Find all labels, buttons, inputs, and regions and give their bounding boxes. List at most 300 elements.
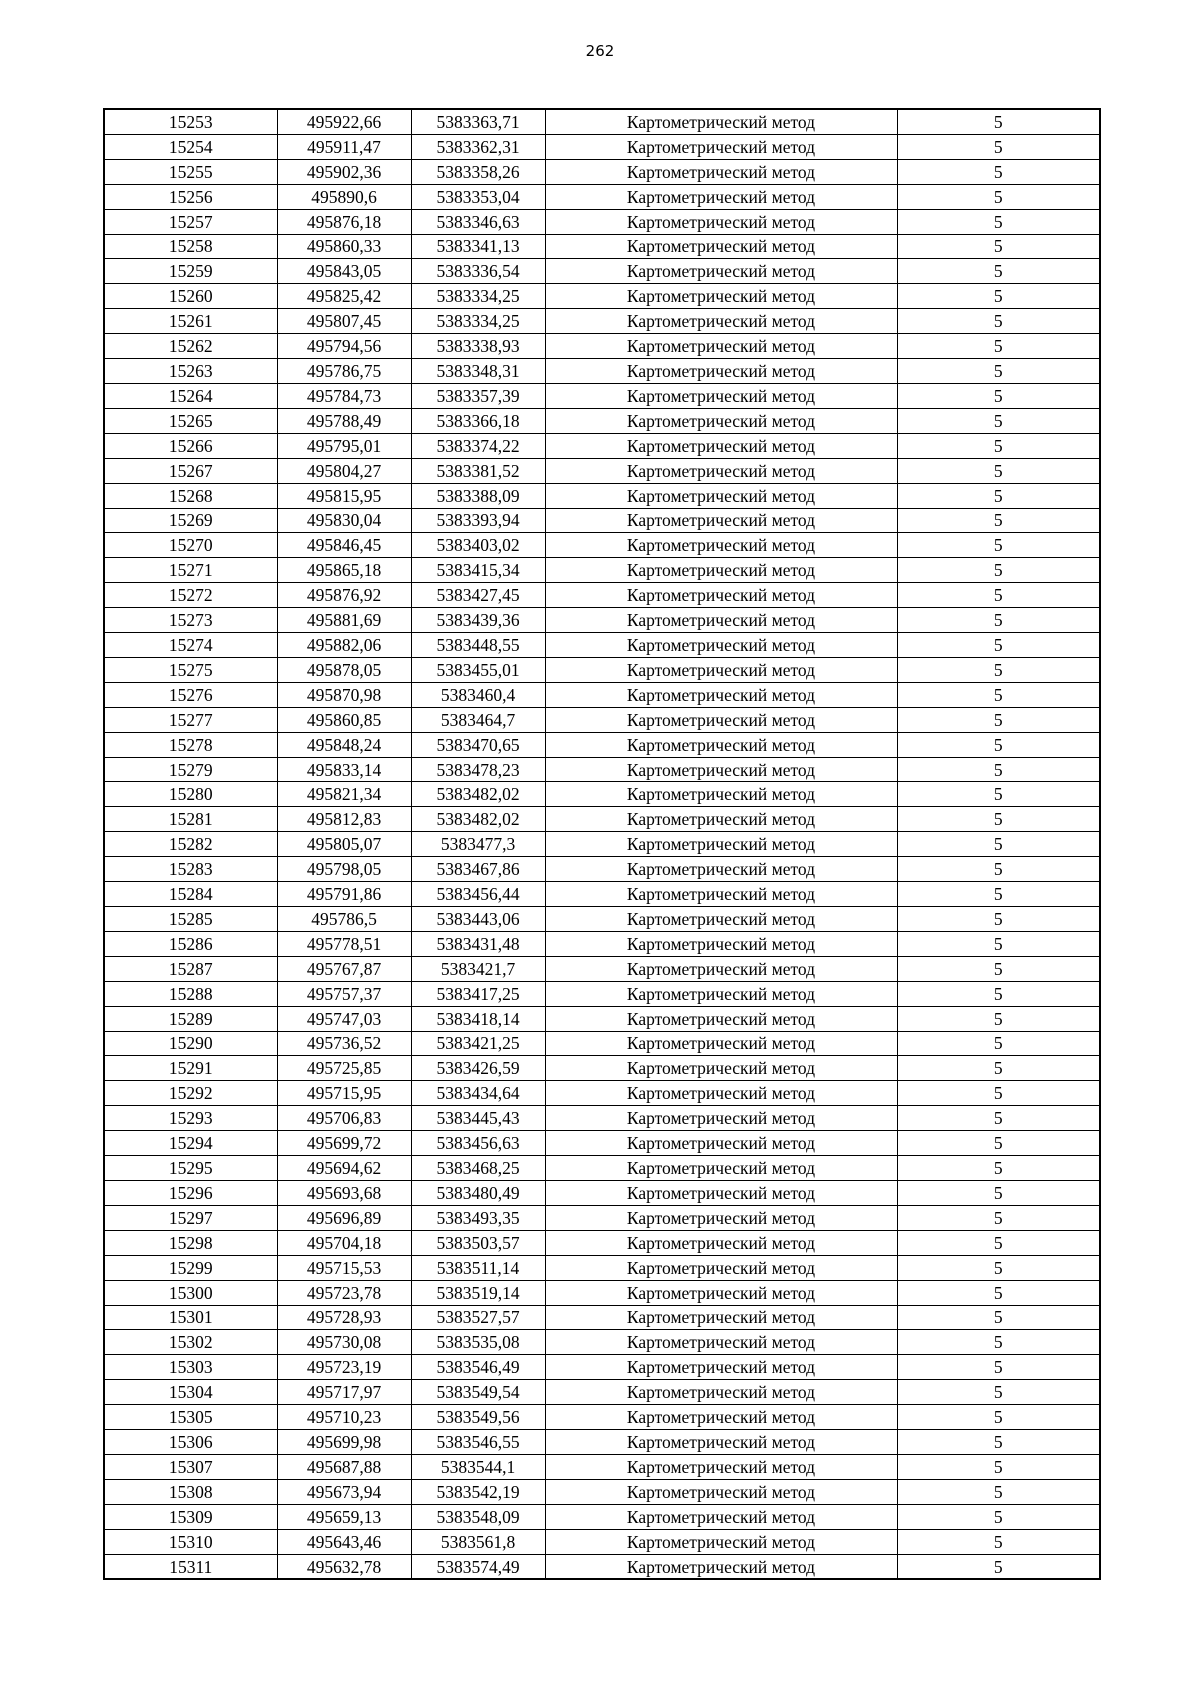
table-row	[104, 259, 1100, 284]
table-row	[104, 383, 1100, 408]
method-cell: Картометрический метод	[545, 458, 897, 483]
method-cell: Картометрический метод	[545, 533, 897, 558]
table-row	[104, 1106, 1100, 1131]
y-coordinate-cell: 5383527,57	[411, 1305, 545, 1330]
method-cell: Картометрический метод	[545, 159, 897, 184]
table-row	[104, 1430, 1100, 1455]
x-coordinate-cell: 495757,37	[277, 981, 411, 1006]
point-number-cell: 15265	[104, 408, 277, 433]
point-number-cell: 15274	[104, 633, 277, 658]
y-coordinate-cell: 5383417,25	[411, 981, 545, 1006]
x-coordinate-cell: 495902,36	[277, 159, 411, 184]
accuracy-cell: 5	[897, 433, 1100, 458]
method-cell: Картометрический метод	[545, 732, 897, 757]
method-cell: Картометрический метод	[545, 483, 897, 508]
point-number-cell: 15302	[104, 1330, 277, 1355]
accuracy-cell: 5	[897, 134, 1100, 159]
y-coordinate-cell: 5383511,14	[411, 1255, 545, 1280]
method-cell: Картометрический метод	[545, 682, 897, 707]
point-number-cell: 15254	[104, 134, 277, 159]
method-cell: Картометрический метод	[545, 1405, 897, 1430]
x-coordinate-cell: 495922,66	[277, 109, 411, 134]
accuracy-cell: 5	[897, 1529, 1100, 1554]
x-coordinate-cell: 495911,47	[277, 134, 411, 159]
point-number-cell: 15258	[104, 234, 277, 259]
y-coordinate-cell: 5383362,31	[411, 134, 545, 159]
x-coordinate-cell: 495788,49	[277, 408, 411, 433]
table-row	[104, 408, 1100, 433]
table-row	[104, 657, 1100, 682]
table-row	[104, 907, 1100, 932]
table-row	[104, 782, 1100, 807]
point-number-cell: 15289	[104, 1006, 277, 1031]
method-cell: Картометрический метод	[545, 234, 897, 259]
method-cell: Картометрический метод	[545, 508, 897, 533]
point-number-cell: 15306	[104, 1430, 277, 1455]
method-cell: Картометрический метод	[545, 657, 897, 682]
point-number-cell: 15300	[104, 1280, 277, 1305]
method-cell: Картометрический метод	[545, 359, 897, 384]
method-cell: Картометрический метод	[545, 309, 897, 334]
y-coordinate-cell: 5383493,35	[411, 1205, 545, 1230]
table-row	[104, 1056, 1100, 1081]
point-number-cell: 15311	[104, 1554, 277, 1579]
y-coordinate-cell: 5383421,25	[411, 1031, 545, 1056]
point-number-cell: 15269	[104, 508, 277, 533]
method-cell: Картометрический метод	[545, 1529, 897, 1554]
point-number-cell: 15303	[104, 1355, 277, 1380]
accuracy-cell: 5	[897, 882, 1100, 907]
y-coordinate-cell: 5383439,36	[411, 608, 545, 633]
y-coordinate-cell: 5383421,7	[411, 956, 545, 981]
x-coordinate-cell: 495699,98	[277, 1430, 411, 1455]
x-coordinate-cell: 495795,01	[277, 433, 411, 458]
method-cell: Картометрический метод	[545, 782, 897, 807]
x-coordinate-cell: 495846,45	[277, 533, 411, 558]
y-coordinate-cell: 5383366,18	[411, 408, 545, 433]
accuracy-cell: 5	[897, 931, 1100, 956]
accuracy-cell: 5	[897, 907, 1100, 932]
method-cell: Картометрический метод	[545, 1056, 897, 1081]
method-cell: Картометрический метод	[545, 832, 897, 857]
table-row	[104, 1330, 1100, 1355]
point-number-cell: 15262	[104, 334, 277, 359]
table-row	[104, 682, 1100, 707]
point-number-cell: 15292	[104, 1081, 277, 1106]
table-row	[104, 159, 1100, 184]
y-coordinate-cell: 5383381,52	[411, 458, 545, 483]
x-coordinate-cell: 495815,95	[277, 483, 411, 508]
method-cell: Картометрический метод	[545, 956, 897, 981]
accuracy-cell: 5	[897, 408, 1100, 433]
table-row	[104, 1180, 1100, 1205]
table-row	[104, 633, 1100, 658]
method-cell: Картометрический метод	[545, 284, 897, 309]
method-cell: Картометрический метод	[545, 134, 897, 159]
point-number-cell: 15279	[104, 757, 277, 782]
y-coordinate-cell: 5383431,48	[411, 931, 545, 956]
table-row	[104, 1081, 1100, 1106]
point-number-cell: 15272	[104, 583, 277, 608]
point-number-cell: 15256	[104, 184, 277, 209]
point-number-cell: 15277	[104, 707, 277, 732]
method-cell: Картометрический метод	[545, 1330, 897, 1355]
x-coordinate-cell: 495825,42	[277, 284, 411, 309]
method-cell: Картометрический метод	[545, 334, 897, 359]
accuracy-cell: 5	[897, 1330, 1100, 1355]
accuracy-cell: 5	[897, 1106, 1100, 1131]
accuracy-cell: 5	[897, 1504, 1100, 1529]
method-cell: Картометрический метод	[545, 1106, 897, 1131]
table-row	[104, 1156, 1100, 1181]
y-coordinate-cell: 5383460,4	[411, 682, 545, 707]
x-coordinate-cell: 495882,06	[277, 633, 411, 658]
table-row	[104, 1454, 1100, 1479]
accuracy-cell: 5	[897, 109, 1100, 134]
accuracy-cell: 5	[897, 981, 1100, 1006]
table-row	[104, 1405, 1100, 1430]
y-coordinate-cell: 5383478,23	[411, 757, 545, 782]
method-cell: Картометрический метод	[545, 608, 897, 633]
y-coordinate-cell: 5383334,25	[411, 309, 545, 334]
x-coordinate-cell: 495798,05	[277, 857, 411, 882]
point-number-cell: 15280	[104, 782, 277, 807]
table-row	[104, 1280, 1100, 1305]
point-number-cell: 15263	[104, 359, 277, 384]
point-number-cell: 15307	[104, 1454, 277, 1479]
method-cell: Картометрический метод	[545, 1031, 897, 1056]
table-row	[104, 1255, 1100, 1280]
accuracy-cell: 5	[897, 558, 1100, 583]
x-coordinate-cell: 495821,34	[277, 782, 411, 807]
method-cell: Картометрический метод	[545, 583, 897, 608]
table-row	[104, 1529, 1100, 1554]
y-coordinate-cell: 5383535,08	[411, 1330, 545, 1355]
accuracy-cell: 5	[897, 184, 1100, 209]
x-coordinate-cell: 495881,69	[277, 608, 411, 633]
x-coordinate-cell: 495643,46	[277, 1529, 411, 1554]
accuracy-cell: 5	[897, 657, 1100, 682]
accuracy-cell: 5	[897, 857, 1100, 882]
point-number-cell: 15305	[104, 1405, 277, 1430]
table-row	[104, 1355, 1100, 1380]
method-cell: Картометрический метод	[545, 109, 897, 134]
table-row	[104, 583, 1100, 608]
point-number-cell: 15273	[104, 608, 277, 633]
point-number-cell: 15271	[104, 558, 277, 583]
table-row	[104, 857, 1100, 882]
x-coordinate-cell: 495632,78	[277, 1554, 411, 1579]
x-coordinate-cell: 495843,05	[277, 259, 411, 284]
point-number-cell: 15255	[104, 159, 277, 184]
x-coordinate-cell: 495890,6	[277, 184, 411, 209]
table-row	[104, 956, 1100, 981]
table-row	[104, 1554, 1100, 1579]
y-coordinate-cell: 5383388,09	[411, 483, 545, 508]
x-coordinate-cell: 495860,33	[277, 234, 411, 259]
accuracy-cell: 5	[897, 1255, 1100, 1280]
x-coordinate-cell: 495876,18	[277, 209, 411, 234]
x-coordinate-cell: 495728,93	[277, 1305, 411, 1330]
y-coordinate-cell: 5383448,55	[411, 633, 545, 658]
method-cell: Картометрический метод	[545, 1479, 897, 1504]
y-coordinate-cell: 5383443,06	[411, 907, 545, 932]
method-cell: Картометрический метод	[545, 707, 897, 732]
y-coordinate-cell: 5383353,04	[411, 184, 545, 209]
table-row	[104, 1380, 1100, 1405]
y-coordinate-cell: 5383426,59	[411, 1056, 545, 1081]
point-number-cell: 15287	[104, 956, 277, 981]
x-coordinate-cell: 495865,18	[277, 558, 411, 583]
table-row	[104, 209, 1100, 234]
accuracy-cell: 5	[897, 1156, 1100, 1181]
accuracy-cell: 5	[897, 732, 1100, 757]
x-coordinate-cell: 495848,24	[277, 732, 411, 757]
y-coordinate-cell: 5383456,63	[411, 1131, 545, 1156]
accuracy-cell: 5	[897, 234, 1100, 259]
point-number-cell: 15278	[104, 732, 277, 757]
table-row	[104, 981, 1100, 1006]
y-coordinate-cell: 5383338,93	[411, 334, 545, 359]
x-coordinate-cell: 495807,45	[277, 309, 411, 334]
x-coordinate-cell: 495870,98	[277, 682, 411, 707]
method-cell: Картометрический метод	[545, 882, 897, 907]
y-coordinate-cell: 5383574,49	[411, 1554, 545, 1579]
y-coordinate-cell: 5383346,63	[411, 209, 545, 234]
y-coordinate-cell: 5383549,56	[411, 1405, 545, 1430]
x-coordinate-cell: 495833,14	[277, 757, 411, 782]
point-number-cell: 15295	[104, 1156, 277, 1181]
table-row	[104, 483, 1100, 508]
method-cell: Картометрический метод	[545, 1454, 897, 1479]
point-number-cell: 15257	[104, 209, 277, 234]
method-cell: Картометрический метод	[545, 1156, 897, 1181]
accuracy-cell: 5	[897, 334, 1100, 359]
y-coordinate-cell: 5383334,25	[411, 284, 545, 309]
table-row	[104, 433, 1100, 458]
accuracy-cell: 5	[897, 1180, 1100, 1205]
x-coordinate-cell: 495778,51	[277, 931, 411, 956]
table-row	[104, 533, 1100, 558]
point-number-cell: 15264	[104, 383, 277, 408]
accuracy-cell: 5	[897, 1006, 1100, 1031]
accuracy-cell: 5	[897, 1454, 1100, 1479]
y-coordinate-cell: 5383374,22	[411, 433, 545, 458]
point-number-cell: 15288	[104, 981, 277, 1006]
method-cell: Картометрический метод	[545, 1380, 897, 1405]
y-coordinate-cell: 5383427,45	[411, 583, 545, 608]
y-coordinate-cell: 5383403,02	[411, 533, 545, 558]
point-number-cell: 15284	[104, 882, 277, 907]
table-row	[104, 134, 1100, 159]
method-cell: Картометрический метод	[545, 757, 897, 782]
accuracy-cell: 5	[897, 1405, 1100, 1430]
point-number-cell: 15270	[104, 533, 277, 558]
accuracy-cell: 5	[897, 707, 1100, 732]
method-cell: Картометрический метод	[545, 1305, 897, 1330]
y-coordinate-cell: 5383455,01	[411, 657, 545, 682]
method-cell: Картометрический метод	[545, 408, 897, 433]
y-coordinate-cell: 5383482,02	[411, 807, 545, 832]
method-cell: Картометрический метод	[545, 1230, 897, 1255]
x-coordinate-cell: 495784,73	[277, 383, 411, 408]
method-cell: Картометрический метод	[545, 259, 897, 284]
y-coordinate-cell: 5383544,1	[411, 1454, 545, 1479]
x-coordinate-cell: 495659,13	[277, 1504, 411, 1529]
table-row	[104, 184, 1100, 209]
accuracy-cell: 5	[897, 1479, 1100, 1504]
table-row	[104, 558, 1100, 583]
method-cell: Картометрический метод	[545, 807, 897, 832]
point-number-cell: 15261	[104, 309, 277, 334]
x-coordinate-cell: 495673,94	[277, 1479, 411, 1504]
accuracy-cell: 5	[897, 359, 1100, 384]
point-number-cell: 15297	[104, 1205, 277, 1230]
table-row	[104, 1006, 1100, 1031]
point-number-cell: 15286	[104, 931, 277, 956]
point-number-cell: 15298	[104, 1230, 277, 1255]
y-coordinate-cell: 5383546,55	[411, 1430, 545, 1455]
x-coordinate-cell: 495767,87	[277, 956, 411, 981]
accuracy-cell: 5	[897, 383, 1100, 408]
accuracy-cell: 5	[897, 583, 1100, 608]
accuracy-cell: 5	[897, 633, 1100, 658]
y-coordinate-cell: 5383546,49	[411, 1355, 545, 1380]
method-cell: Картометрический метод	[545, 433, 897, 458]
x-coordinate-cell: 495704,18	[277, 1230, 411, 1255]
y-coordinate-cell: 5383467,86	[411, 857, 545, 882]
x-coordinate-cell: 495876,92	[277, 583, 411, 608]
x-coordinate-cell: 495715,95	[277, 1081, 411, 1106]
method-cell: Картометрический метод	[545, 1504, 897, 1529]
table-row	[104, 757, 1100, 782]
x-coordinate-cell: 495699,72	[277, 1131, 411, 1156]
table-row	[104, 882, 1100, 907]
x-coordinate-cell: 495694,62	[277, 1156, 411, 1181]
y-coordinate-cell: 5383470,65	[411, 732, 545, 757]
y-coordinate-cell: 5383418,14	[411, 1006, 545, 1031]
accuracy-cell: 5	[897, 1305, 1100, 1330]
x-coordinate-cell: 495710,23	[277, 1405, 411, 1430]
table-row	[104, 1230, 1100, 1255]
point-number-cell: 15281	[104, 807, 277, 832]
y-coordinate-cell: 5383358,26	[411, 159, 545, 184]
point-number-cell: 15293	[104, 1106, 277, 1131]
x-coordinate-cell: 495725,85	[277, 1056, 411, 1081]
table-row	[104, 832, 1100, 857]
table-row	[104, 359, 1100, 384]
method-cell: Картометрический метод	[545, 1255, 897, 1280]
accuracy-cell: 5	[897, 1230, 1100, 1255]
point-number-cell: 15308	[104, 1479, 277, 1504]
accuracy-cell: 5	[897, 284, 1100, 309]
point-number-cell: 15304	[104, 1380, 277, 1405]
point-number-cell: 15283	[104, 857, 277, 882]
table-row	[104, 732, 1100, 757]
x-coordinate-cell: 495717,97	[277, 1380, 411, 1405]
x-coordinate-cell: 495693,68	[277, 1180, 411, 1205]
y-coordinate-cell: 5383348,31	[411, 359, 545, 384]
table-row	[104, 807, 1100, 832]
point-number-cell: 15267	[104, 458, 277, 483]
method-cell: Картометрический метод	[545, 1554, 897, 1579]
y-coordinate-cell: 5383468,25	[411, 1156, 545, 1181]
table-row	[104, 309, 1100, 334]
accuracy-cell: 5	[897, 608, 1100, 633]
y-coordinate-cell: 5383548,09	[411, 1504, 545, 1529]
y-coordinate-cell: 5383561,8	[411, 1529, 545, 1554]
x-coordinate-cell: 495804,27	[277, 458, 411, 483]
table-row	[104, 109, 1100, 134]
method-cell: Картометрический метод	[545, 184, 897, 209]
table-row	[104, 1031, 1100, 1056]
y-coordinate-cell: 5383336,54	[411, 259, 545, 284]
accuracy-cell: 5	[897, 682, 1100, 707]
accuracy-cell: 5	[897, 832, 1100, 857]
method-cell: Картометрический метод	[545, 857, 897, 882]
x-coordinate-cell: 495878,05	[277, 657, 411, 682]
x-coordinate-cell: 495706,83	[277, 1106, 411, 1131]
accuracy-cell: 5	[897, 1081, 1100, 1106]
y-coordinate-cell: 5383341,13	[411, 234, 545, 259]
x-coordinate-cell: 495723,78	[277, 1280, 411, 1305]
x-coordinate-cell: 495723,19	[277, 1355, 411, 1380]
table-row	[104, 508, 1100, 533]
accuracy-cell: 5	[897, 1131, 1100, 1156]
y-coordinate-cell: 5383363,71	[411, 109, 545, 134]
method-cell: Картометрический метод	[545, 1006, 897, 1031]
accuracy-cell: 5	[897, 209, 1100, 234]
x-coordinate-cell: 495860,85	[277, 707, 411, 732]
y-coordinate-cell: 5383415,34	[411, 558, 545, 583]
x-coordinate-cell: 495736,52	[277, 1031, 411, 1056]
accuracy-cell: 5	[897, 1380, 1100, 1405]
method-cell: Картометрический метод	[545, 1355, 897, 1380]
point-number-cell: 15260	[104, 284, 277, 309]
y-coordinate-cell: 5383434,64	[411, 1081, 545, 1106]
x-coordinate-cell: 495786,5	[277, 907, 411, 932]
method-cell: Картометрический метод	[545, 1280, 897, 1305]
method-cell: Картометрический метод	[545, 209, 897, 234]
method-cell: Картометрический метод	[545, 383, 897, 408]
accuracy-cell: 5	[897, 533, 1100, 558]
point-number-cell: 15301	[104, 1305, 277, 1330]
coordinates-table	[103, 108, 1101, 1580]
point-number-cell: 15291	[104, 1056, 277, 1081]
x-coordinate-cell: 495687,88	[277, 1454, 411, 1479]
accuracy-cell: 5	[897, 1554, 1100, 1579]
accuracy-cell: 5	[897, 483, 1100, 508]
method-cell: Картометрический метод	[545, 1131, 897, 1156]
accuracy-cell: 5	[897, 159, 1100, 184]
point-number-cell: 15259	[104, 259, 277, 284]
table-row	[104, 1504, 1100, 1529]
y-coordinate-cell: 5383549,54	[411, 1380, 545, 1405]
accuracy-cell: 5	[897, 259, 1100, 284]
y-coordinate-cell: 5383542,19	[411, 1479, 545, 1504]
method-cell: Картометрический метод	[545, 907, 897, 932]
accuracy-cell: 5	[897, 309, 1100, 334]
method-cell: Картометрический метод	[545, 1205, 897, 1230]
point-number-cell: 15266	[104, 433, 277, 458]
accuracy-cell: 5	[897, 508, 1100, 533]
method-cell: Картометрический метод	[545, 633, 897, 658]
coordinates-table-body	[104, 109, 1100, 1579]
point-number-cell: 15309	[104, 1504, 277, 1529]
x-coordinate-cell: 495715,53	[277, 1255, 411, 1280]
accuracy-cell: 5	[897, 1056, 1100, 1081]
table-row	[104, 608, 1100, 633]
